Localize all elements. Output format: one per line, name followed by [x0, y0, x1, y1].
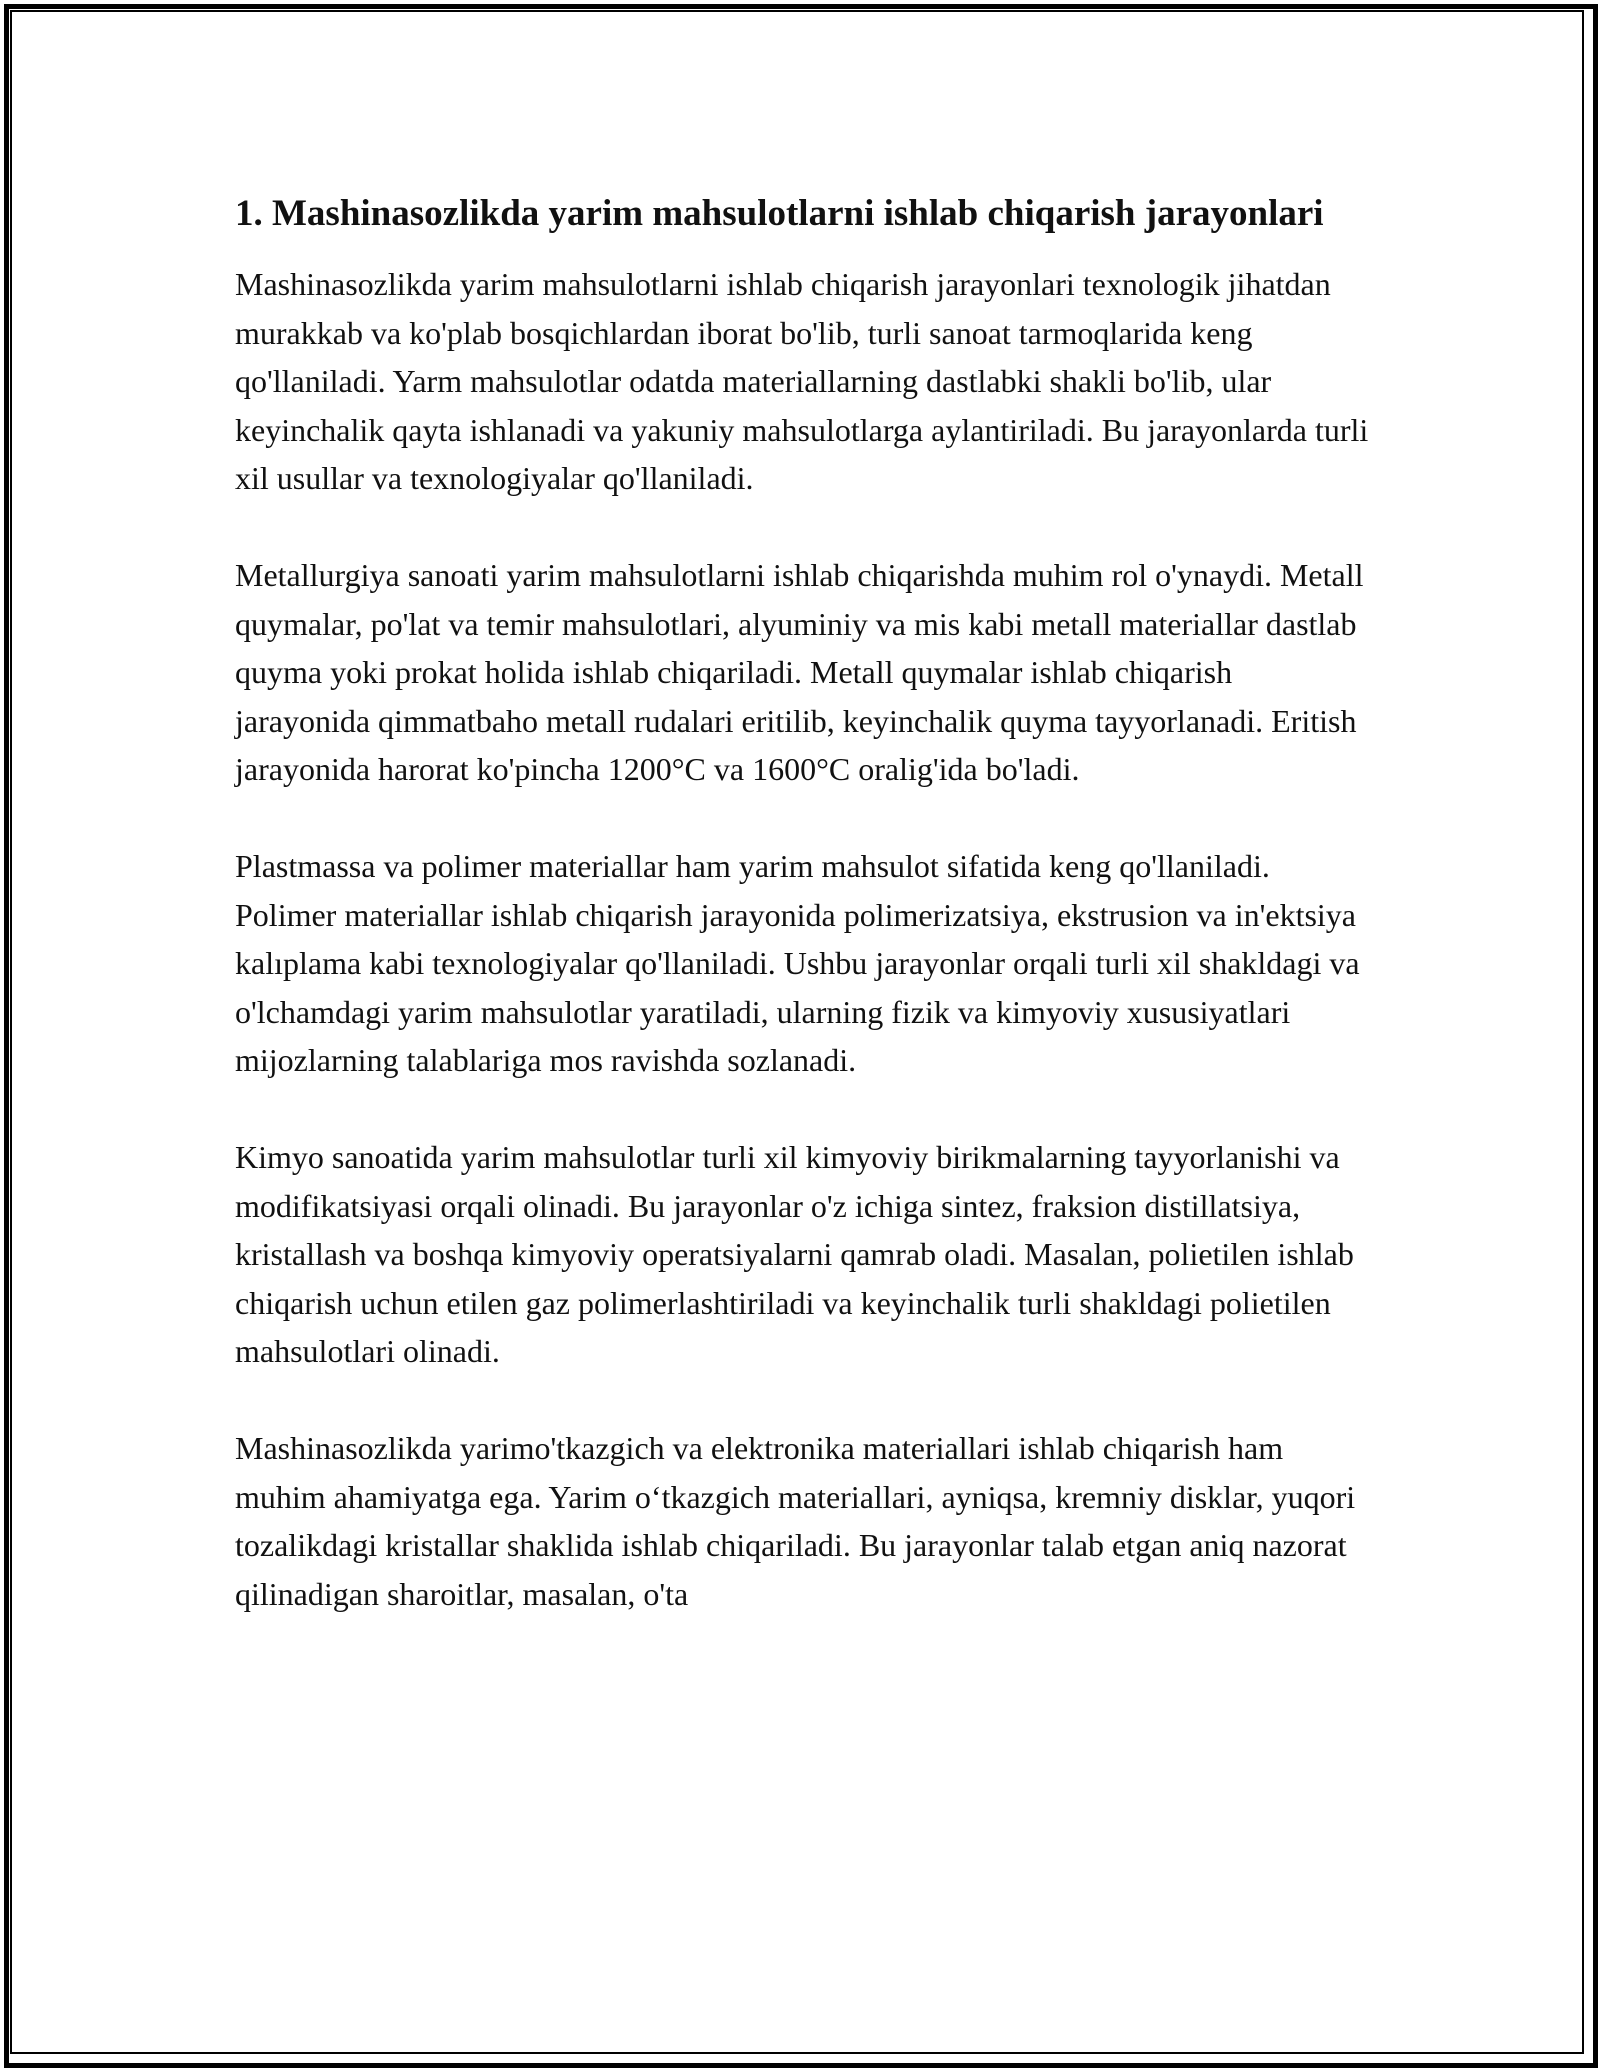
paragraph-semiconductors: Mashinasozlikda yarimo'tkazgich va elektronika materiallari ishlab chiqarish ham muhim ahamiyatga ega. Yarim o‘tkazgich materiallari, ayniqsa, kremniy disklar, yuqori tozalikdagi kristallar shaklida ishlab chiqariladi. Bu jarayonlar talab etgan aniq nazorat qilinadigan sharoitlar, masalan, o'ta — [235, 1430, 1356, 1612]
paragraph-chemistry: Kimyo sanoatida yarim mahsulotlar turli xil kimyoviy birikmalarning tayyorlanishi va modifikatsiyasi orqali olinadi. Bu jarayonlar o'z ichiga sintez, fraksion distillatsiya, kristallash va boshqa kimyoviy operatsiyalarni qamrab oladi. Masalan, polietilen ishlab chiqarish uchun etilen gaz polimerlashtiriladi va keyinchalik turli shakldagi polietilen mahsulotlari olinadi. — [235, 1139, 1354, 1369]
paragraph-metallurgy: Metallurgiya sanoati yarim mahsulotlarni ishlab chiqarishda muhim rol o'ynaydi. Metall quymalar, po'lat va temir mahsulotlari, alyuminiy va mis kabi metall materiallar dastlab quyma yoki prokat holida ishlab chiqariladi. Metall quymalar ishlab chiqarish jarayonida qimmatbaho metall rudalari eritilib, keyinchalik quyma tayyorlanadi. Eritish jarayonida harorat ko'pincha 1200°C va 1600°C oralig'ida bo'ladi. — [235, 557, 1364, 787]
section-heading: 1. Mashinasozlikda yarim mahsulotlarni ishlab chiqarish jarayonlari — [235, 193, 1324, 234]
paragraph-plastics: Plastmassa va polimer materiallar ham yarim mahsulot sifatida keng qo'llaniladi. Polimer materiallar ishlab chiqarish jarayonida polimerizatsiya, ekstrusion va in'ektsiya kalıplama kabi texnologiyalar qo'llaniladi. Ushbu jarayonlar orqali turli xil shakldagi va o'lchamdagi yarim mahsulotlar yaratiladi, ularning fizik va kimyoviy xususiyatlari mijozlarning talablariga mos ravishda sozlanadi. — [235, 848, 1360, 1078]
paragraph-intro: Mashinasozlikda yarim mahsulotlarni ishlab chiqarish jarayonlari texnologik jihatdan murakkab va ko'plab bosqichlardan iborat bo'lib, turli sanoat tarmoqlarida keng qo'llaniladi. Yarm mahsulotlar odatda materiallarning dastlabki shakli bo'lib, ular keyinchalik qayta ishlanadi va yakuniy mahsulotlarga aylantiriladi. Bu jarayonlarda turli xil usullar va texnologiyalar qo'llaniladi. — [235, 266, 1369, 496]
document-body — [235, 186, 1375, 1667]
